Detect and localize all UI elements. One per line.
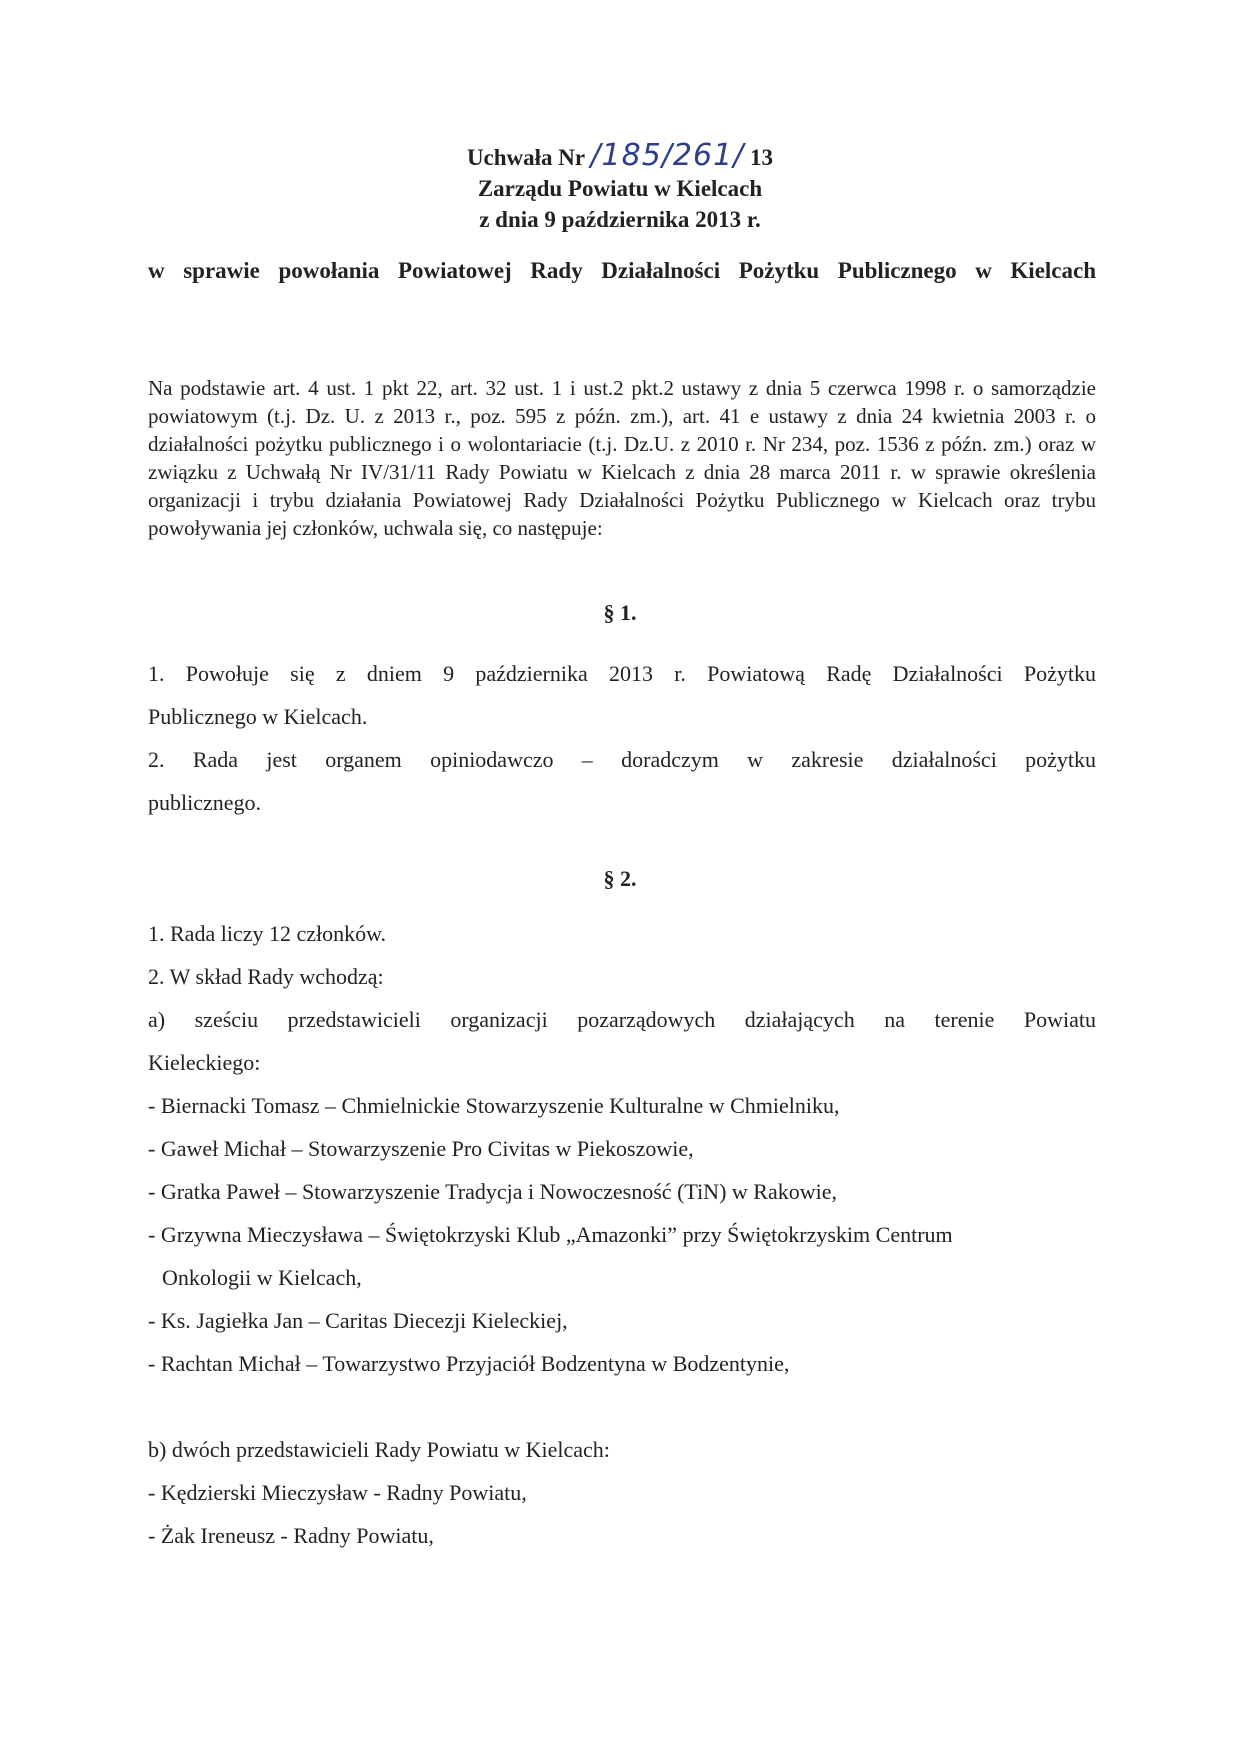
group-b-heading: b) dwóch przedstawicieli Rady Powiatu w Kielcach: [148,1437,610,1462]
section-1-sign: § 1. [603,600,637,625]
section-2-sign: § 2. [603,866,637,891]
section-1-item-1-line-2: Publicznego w Kielcach. [148,704,368,729]
member-entry: - Rachtan Michał – Towarzystwo Przyjaciół Bodzentyna w Bodzentynie, [148,1351,790,1376]
member-entry: - Biernacki Tomasz – Chmielnickie Stowarzyszenie Kulturalne w Chmielniku, [148,1093,840,1118]
section-1-item-2-line-2: publicznego. [148,790,262,815]
handwritten-number: /185/261/ [590,138,745,173]
issuing-body: Zarządu Powiatu w Kielcach [477,176,763,201]
member-entry: - Ks. Jagiełka Jan – Caritas Diecezji Kieleckiej, [148,1308,568,1333]
member-entry-continuation: Onkologii w Kielcach, [162,1265,362,1290]
member-entry: - Gaweł Michał – Stowarzyszenie Pro Civitas w Piekoszowie, [148,1136,694,1161]
resolution-subject: w sprawie powołania Powiatowej Rady Działalności Pożytku Publicznego w Kielcach [148,258,1096,283]
group-a-heading-line-1: a) sześciu przedstawicieli organizacji pozarządowych działających na terenie Powiatu [148,1007,1096,1032]
legal-basis-preamble: Na podstawie art. 4 ust. 1 pkt 22, art. 32 ust. 1 i ust.2 pkt.2 ustawy z dnia 5 czerwca 1998 r. o samorządzie powiatowym (t.j. Dz. U. z 2013 r., poz. 595 z późn. zm.), art. 41 e ustawy z dnia 24 kwietnia 2003 r. o działalności pożytku publicznego i o wolontariacie (t.j. Dz.U. z 2010 r. Nr 234, poz. 1536 z późn. zm.) oraz w związku z Uchwałą Nr IV/31/11 Rady Powiatu w Kielcach z dnia 28 marca 2011 r. w sprawie określenia organizacji i trybu działania Powiatowej Rady Działalności Pożytku Publicznego w Kielcach oraz trybu powoływania jej członków, uchwala się, co następuje: [148,376,1096,540]
resolution-number-year: 13 [750,145,774,170]
member-entry: - Grzywna Mieczysława – Świętokrzyski Klub „Amazonki” przy Świętokrzyskim Centrum [148,1222,953,1247]
resolution-number [0,140,1240,173]
blank-spacer [148,1385,1096,1428]
resolution-date: z dnia 9 października 2013 r. [479,207,761,232]
member-entry: - Kędzierski Mieczysław - Radny Powiatu, [148,1480,527,1505]
group-a-heading-line-2: Kieleckiego: [148,1050,261,1075]
section-1-body [148,652,1096,824]
section-1-item-1-line-1: 1. Powołuje się z dniem 9 października 2013 r. Powiatową Radę Działalności Pożytku [148,661,1096,686]
member-entry: - Gratka Paweł – Stowarzyszenie Tradycja i Nowoczesność (TiN) w Rakowie, [148,1179,837,1204]
section-2-item-1: 1. Rada liczy 12 członków. [148,921,387,946]
section-1-item-2-line-1: 2. Rada jest organem opiniodawczo – doradczym w zakresie działalności pożytku [148,747,1096,772]
resolution-number-prefix: Uchwała Nr [466,145,585,170]
resolution-header [0,140,1240,235]
member-entry: - Żak Ireneusz - Radny Powiatu, [148,1523,434,1548]
section-2-item-2: 2. W skład Rady wchodzą: [148,964,384,989]
section-2-body [148,912,1096,1557]
